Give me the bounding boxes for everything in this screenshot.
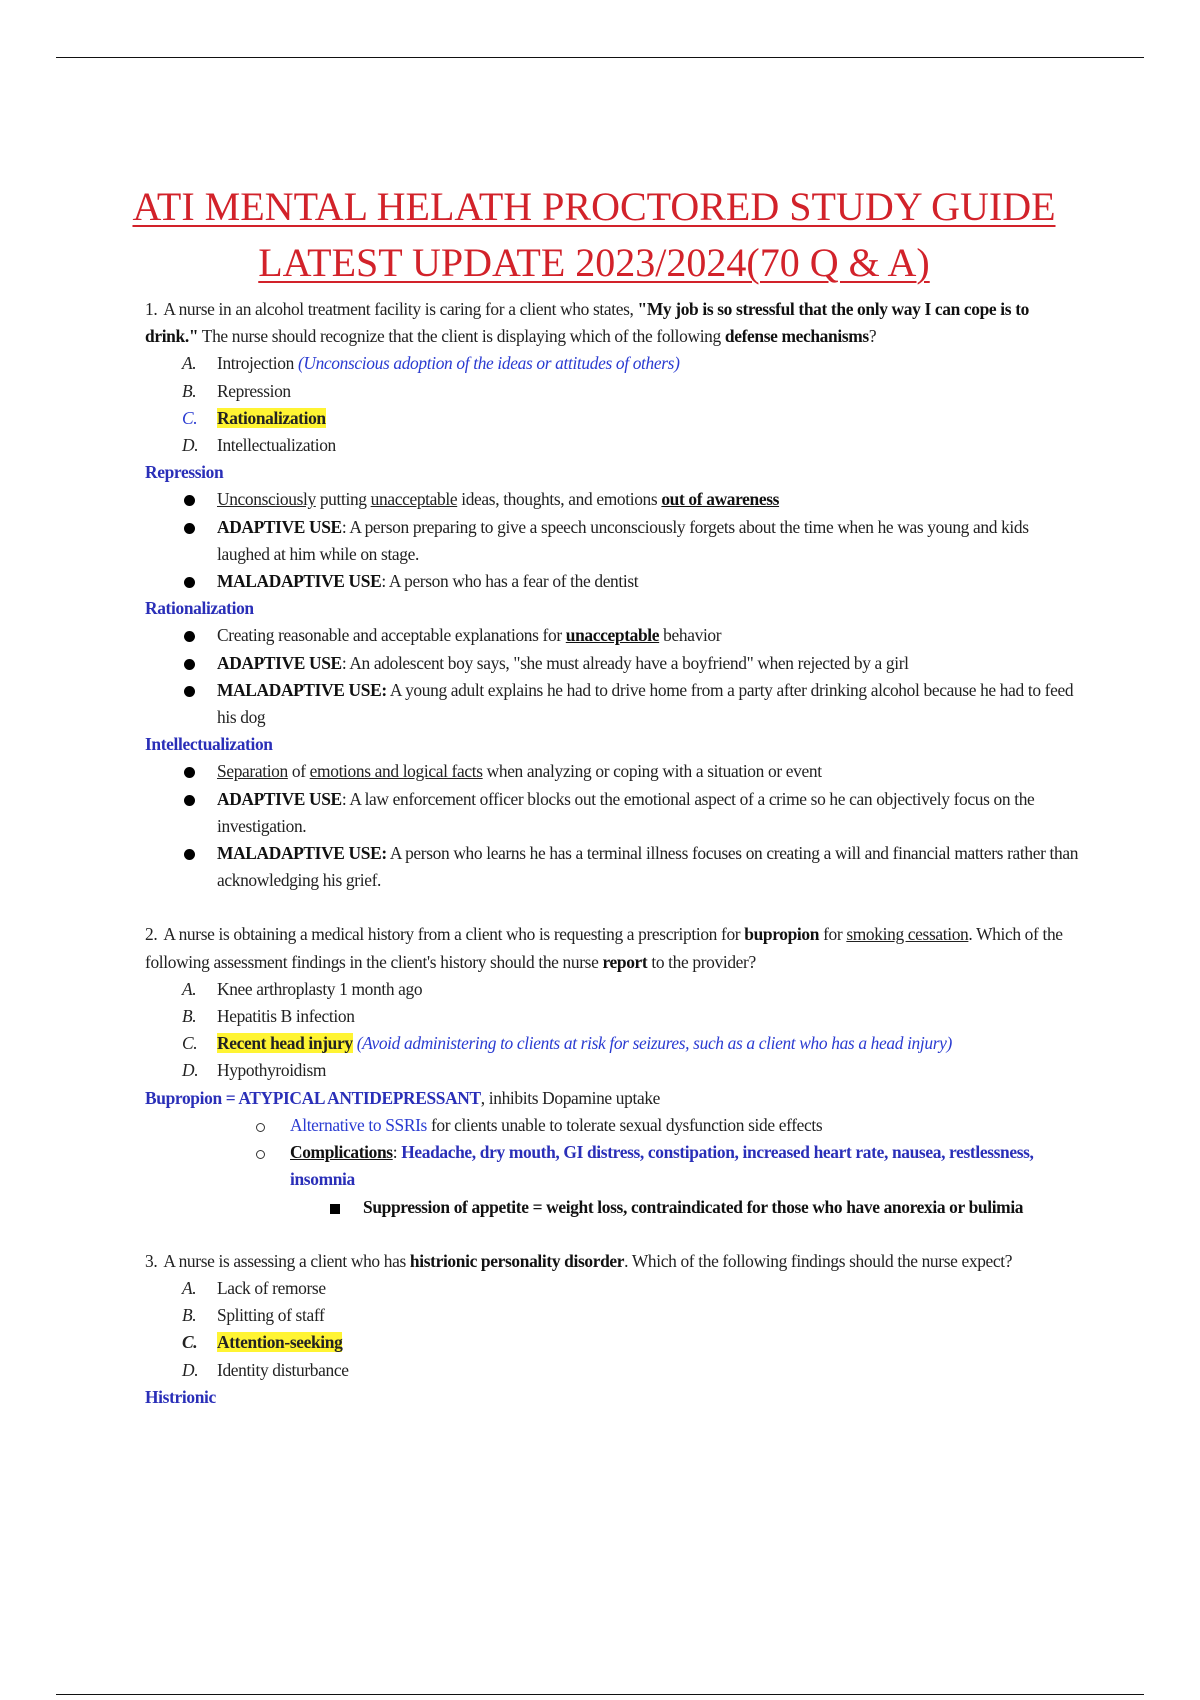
option-a: A. Knee arthroplasty 1 month ago xyxy=(182,978,423,999)
option-d: D. Identity disturbance xyxy=(182,1359,349,1380)
bullet-dot-icon xyxy=(184,631,195,642)
question-focus: defense mechanisms xyxy=(724,326,869,347)
section-heading-intellectualization: Intellectualization xyxy=(145,734,273,755)
question-text: A nurse in an alcohol treatment facility is caring for a client who states, xyxy=(163,299,638,319)
bullet-dot-icon xyxy=(184,686,195,697)
question-number: 2. xyxy=(145,924,158,945)
bullet-item: Creating reasonable and acceptable explanations for unacceptable behavior xyxy=(145,622,1085,649)
bullet-dot-icon xyxy=(184,495,195,506)
option-b: B. Hepatitis B infection xyxy=(182,1006,355,1027)
square-bullet-icon xyxy=(330,1204,340,1214)
correct-answer: Rationalization xyxy=(217,407,326,428)
sub-bullet-item: Complications: Headache, dry mouth, GI distress, constipation, increased heart rate, nausea, restlessness, insomnia xyxy=(145,1139,1085,1193)
section-heading-repression: Repression xyxy=(145,462,224,483)
circle-bullet-icon xyxy=(256,1150,265,1159)
bullet-item: ADAPTIVE USE: A law enforcement officer blocks out the emotional aspect of a crime so he can objectively focus on the investigation. xyxy=(145,786,1085,840)
bullet-dot-icon xyxy=(184,849,195,860)
option-a: A. Lack of remorse xyxy=(182,1277,326,1298)
question-1: 1. A nurse in an alcohol treatment facility is caring for a client who states, "My job is so stressful that the only way I can cope is to drink." The nurse should recognize that the client is displaying which of the following defense mechanisms? xyxy=(145,299,1029,347)
bullet-dot-icon xyxy=(184,795,195,806)
bullet-item: Separation of emotions and logical facts when analyzing or coping with a situation or event xyxy=(145,758,1085,785)
question-3: 3. A nurse is assessing a client who has histrionic personality disorder. Which of the following findings should the nurse expect? xyxy=(145,1250,1013,1271)
bullet-item: Unconsciously putting unacceptable ideas, thoughts, and emotions out of awareness xyxy=(145,486,1085,513)
sub-bullet-item: Alternative to SSRIs for clients unable to tolerate sexual dysfunction side effects xyxy=(145,1112,1085,1139)
option-c-correct: C. Rationalization xyxy=(182,407,326,428)
option-d: D. Hypothyroidism xyxy=(182,1060,327,1081)
spacer xyxy=(145,1221,1085,1248)
bottom-rule xyxy=(56,1694,1144,1695)
sub-sub-bullet-item: Suppression of appetite = weight loss, contraindicated for those who have anorexia or bulimia xyxy=(145,1194,1085,1221)
circle-bullet-icon xyxy=(256,1123,265,1132)
bullet-dot-icon xyxy=(184,659,195,670)
option-d: D. Intellectualization xyxy=(182,435,336,456)
question-2: 2. A nurse is obtaining a medical history from a client who is requesting a prescription for bupropion for smoking cessation. Which of the following assessment findings in the client's history should the nurse report to the provider? xyxy=(145,924,1063,972)
option-note: (Avoid administering to clients at risk for seizures, such as a client who has a head injury) xyxy=(356,1033,952,1054)
question-number: 1. xyxy=(145,299,158,319)
section-heading-bupropion: Bupropion = ATYPICAL ANTIDEPRESSANT, inhibits Dopamine uptake xyxy=(145,1087,661,1108)
study-guide-content xyxy=(145,296,1085,1411)
correct-answer: Attention-seeking xyxy=(217,1332,343,1353)
page-title-line-2: LATEST UPDATE 2023/2024(70 Q & A) xyxy=(258,240,930,285)
question-text: The nurse should recognize that the client is displaying which of the following xyxy=(198,326,725,347)
correct-answer: Recent head injury xyxy=(217,1033,353,1054)
option-b: B. Splitting of staff xyxy=(182,1305,325,1326)
option-b: B. Repression xyxy=(182,380,291,401)
option-c-correct: C. Recent head injury (Avoid administering to clients at risk for seizures, such as a client who has a head injury) xyxy=(182,1033,952,1054)
question-number: 3. xyxy=(145,1250,158,1271)
bullet-dot-icon xyxy=(184,767,195,778)
option-a: A. Introjection (Unconscious adoption of the ideas or attitudes of others) xyxy=(182,353,680,374)
spacer xyxy=(145,894,1085,921)
option-c-correct: C. Attention-seeking xyxy=(182,1332,343,1353)
client-quote: "My job is so stressful that the only way I can cope is to drink." xyxy=(145,299,1029,347)
section-heading-histrionic: Histrionic xyxy=(145,1386,216,1407)
option-note: (Unconscious adoption of the ideas or attitudes of others) xyxy=(297,353,680,374)
bullet-item: MALADAPTIVE USE: A person who learns he has a terminal illness focuses on creating a will and financial matters rather than acknowledging his grief. xyxy=(145,840,1085,894)
bullet-item: MALADAPTIVE USE: A young adult explains he had to drive home from a party after drinking alcohol because he had to feed his dog xyxy=(145,677,1085,731)
page-title-line-1: ATI MENTAL HELATH PROCTORED STUDY GUIDE xyxy=(132,184,1056,229)
bullet-item: MALADAPTIVE USE: A person who has a fear of the dentist xyxy=(145,568,1085,595)
bullet-dot-icon xyxy=(184,523,195,534)
section-heading-rationalization: Rationalization xyxy=(145,598,254,619)
bullet-item: ADAPTIVE USE: A person preparing to give a speech unconsciously forgets about the time when he was young and kids laughed at him while on stage. xyxy=(145,514,1085,568)
bullet-dot-icon xyxy=(184,577,195,588)
top-rule xyxy=(56,57,1144,58)
bullet-item: ADAPTIVE USE: An adolescent boy says, "she must already have a boyfriend" when rejected by a girl xyxy=(145,650,1085,677)
